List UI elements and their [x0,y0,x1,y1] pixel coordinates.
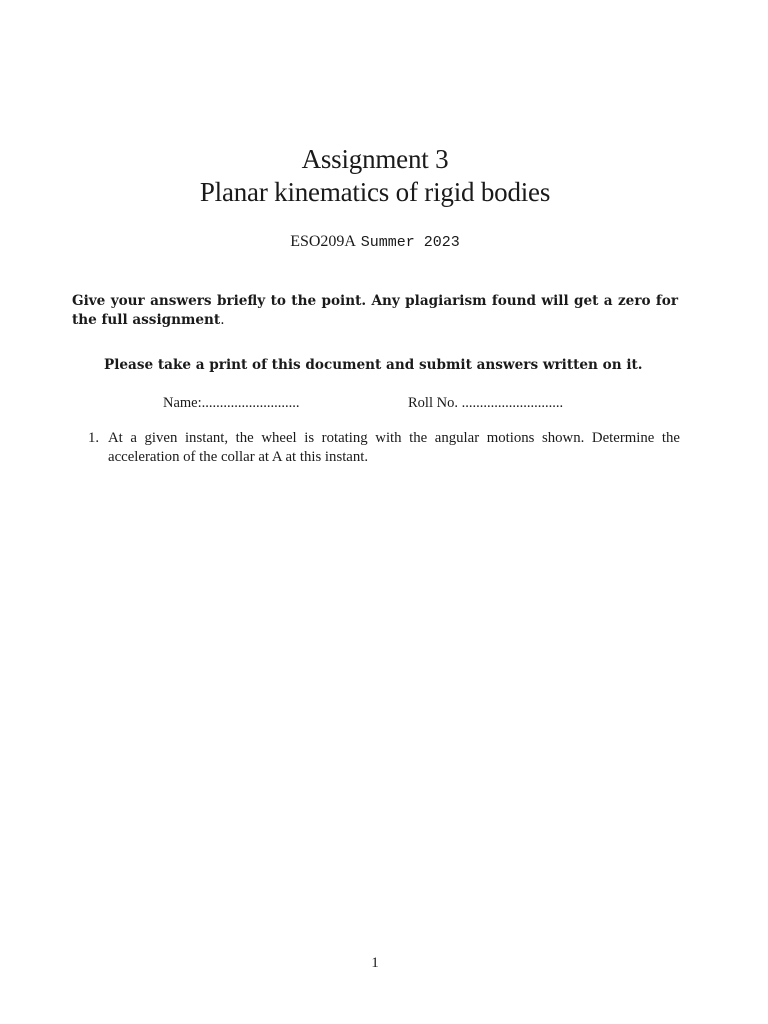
assignment-subtitle: Planar kinematics of rigid bodies [199,177,551,207]
name-field: Name:........................... [163,395,300,411]
title-block [0,143,750,209]
instructions-paragraph [72,292,678,330]
course-term: Summer 2023 [360,234,460,251]
roll-number-field: Roll No. ............................ [408,395,564,411]
print-note: Please take a print of this document and submit answers written on it. [104,357,643,373]
course-code: ESO209A [290,233,356,250]
question-text: At a given instant, the wheel is rotating with the angular motions shown. Determine the acceleration of the collar at A at this instant. [108,430,680,465]
question-number: 1. [88,430,100,446]
question-item [88,429,680,467]
instructions-period: . [220,312,225,328]
course-info [0,232,750,251]
instructions-text: Give your answers briefly to the point. Any plagiarism found will get a zero for the full assignment [72,293,678,328]
assignment-title: Assignment 3 [301,144,449,174]
page-number: 1 [371,955,379,971]
